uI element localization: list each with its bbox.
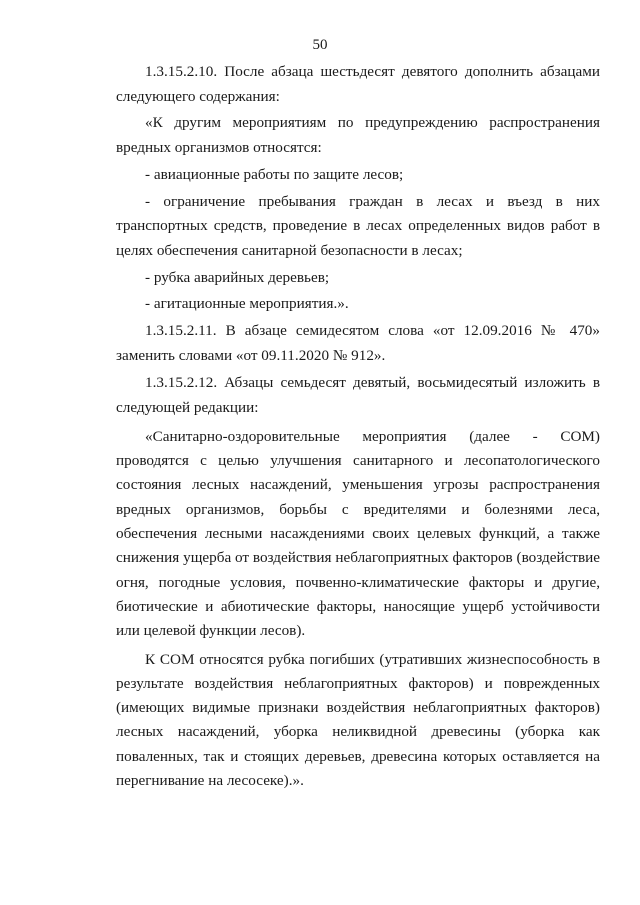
list-item-emergency-tree-felling: - рубка аварийных деревьев; (145, 268, 330, 286)
paragraph-som-definition: «Санитарно-оздоровительные мероприятия (далее - СОМ) проводятся с целью улучшения санитарного и лесопатологического состояния лесных насаждений, уменьшения угрозы распространения вредных организмов, борьбы с вредителями и болезнями леса, обеспечения лесными насаждениями своих целевых функций, а также снижения ущерба от воздействия неблагоприятных факторов (воздействие огня, погодные условия, почвенно-климатические факторы и другие, биотические и абиотические факторы, наносящие ущерб устойчивости или целевой функции лесов). (116, 427, 600, 640)
list-item-agitation-measures: - агитационные мероприятия.». (145, 295, 349, 313)
document-body (116, 60, 600, 793)
paragraph-1-3-15-2-12: 1.3.15.2.12. Абзацы семьдесят девятый, восьмидесятый изложить в следующей редакции: (116, 374, 600, 417)
list-item-aviation-works: - авиационные работы по защите лесов; (145, 165, 404, 183)
paragraph-1-3-15-2-11: 1.3.15.2.11. В абзаце семидесятом слова «от 12.09.2016 № 470» заменить словами «от 09.11.2020 № 912». (116, 322, 600, 364)
list-item-access-restriction: - ограничение пребывания граждан в лесах и въезд в них транспортных средств, проведение в лесах определенных видов работ в целях обеспечения санитарной безопасности в лесах; (116, 192, 600, 259)
quote-intro-paragraph: «К другим мероприятиям по предупреждению распространения вредных организмов относятся: (116, 114, 600, 157)
paragraph-1-3-15-2-10: 1.3.15.2.10. После абзаца шестьдесят девятого дополнить абзацами следующего содержания: (116, 63, 600, 105)
page-number: 50 (312, 37, 328, 53)
paragraph-som-composition: К СОМ относятся рубка погибших (утративших жизнеспособность в результате воздействия неблагоприятных факторов) и поврежденных (имеющих видимые признаки воздействия неблагоприятных факторов) лесных насаждений, уборка неликвидной древесины (уборка как поваленных, так и стоящих деревьев, древесина которых оставляется на перегнивание на лесосеке).». (116, 650, 600, 789)
